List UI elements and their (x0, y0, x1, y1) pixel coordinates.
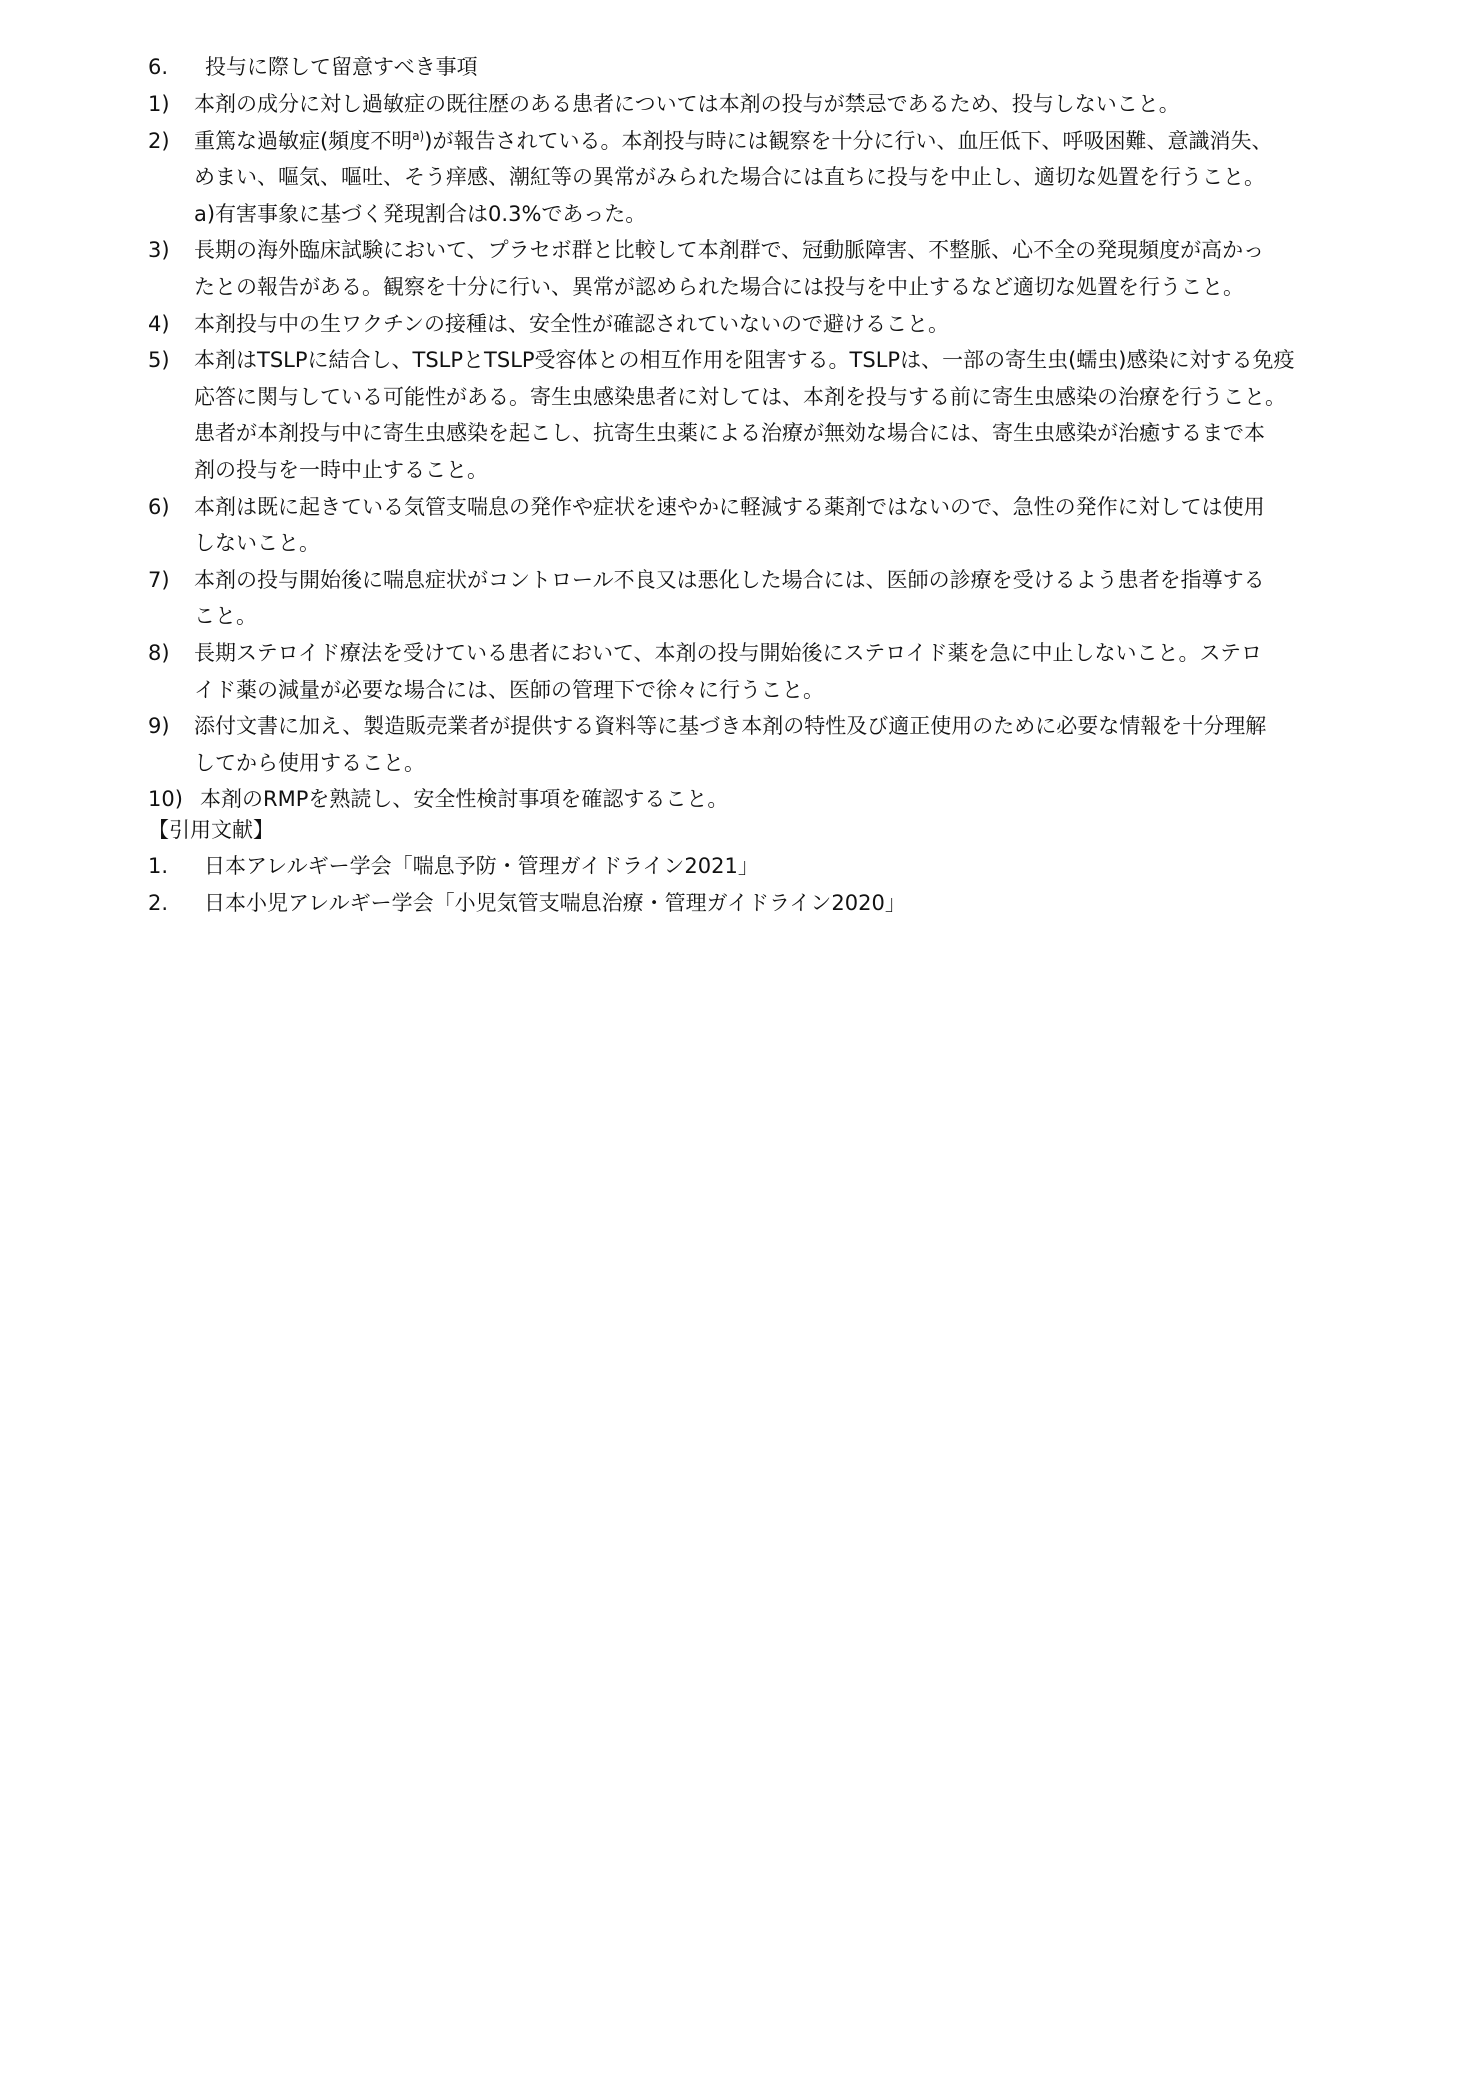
precaution-item-8 (148, 635, 1328, 708)
precaution-item-3 (148, 232, 1328, 305)
item-number: 6) (148, 494, 170, 519)
item-text: イド薬の減量が必要な場合には、医師の管理下で徐々に行うこと。 (194, 677, 824, 702)
item-number: 7) (148, 567, 170, 592)
item-text: 長期の海外臨床試験において、プラセボ群と比較して本剤群で、冠動脈障害、不整脈、心不全の発現頻度が高かっ (194, 238, 1265, 263)
item-text-part: )が報告されている。本剤投与時には観察を十分に行い、血圧低下、呼吸困難、意識消失、 (424, 128, 1273, 153)
reference-number: 2. (148, 890, 169, 915)
item-text: 長期ステロイド療法を受けている患者において、本剤の投与開始後にステロイド薬を急に中止しないこと。ステロ (194, 640, 1263, 665)
item-text: 本剤投与中の生ワクチンの接種は、安全性が確認されていないので避けること。 (194, 311, 949, 336)
item-number: 4) (148, 311, 170, 336)
item-text: 剤の投与を一時中止すること。 (194, 457, 488, 482)
reference-item (148, 848, 906, 885)
precaution-item-4 (148, 306, 1328, 343)
item-number: 1) (148, 92, 170, 116)
precaution-item-9 (148, 708, 1328, 781)
precaution-item-1 (148, 86, 1328, 123)
reference-item (148, 885, 906, 922)
item-text: 添付文書に加え、製造販売業者が提供する資料等に基づき本剤の特性及び適正使用のために必要な情報を十分理解 (194, 714, 1267, 739)
section-title: 投与に際して留意すべき事項 (205, 55, 478, 79)
precaution-list (148, 86, 1328, 818)
reference-text: 日本アレルギー学会「喘息予防・管理ガイドライン2021」 (204, 854, 759, 878)
item-text: 本剤は既に起きている気管支喘息の発作や症状を速やかに軽減する薬剤ではないので、急性の発作に対しては使用 (194, 494, 1265, 519)
precaution-item-2 (148, 123, 1328, 233)
item-text: めまい、嘔気、嘔吐、そう痒感、潮紅等の異常がみられた場合には直ちに投与を中止し、適切な処置を行うこと。 (194, 165, 1265, 190)
footnote-text: a)有害事象に基づく発現割合は0.3%であった。 (194, 201, 647, 226)
section-heading (148, 50, 478, 84)
precaution-item-5 (148, 342, 1328, 488)
item-text: こと。 (194, 604, 257, 629)
item-number: 8) (148, 640, 170, 665)
item-text: 患者が本剤投与中に寄生虫感染を起こし、抗寄生虫薬による治療が無効な場合には、寄生虫感染が治癒するまで本 (194, 421, 1265, 446)
item-text: 本剤の投与開始後に喘息症状がコントロール不良又は悪化した場合には、医師の診療を受けるよう患者を指導する (194, 567, 1265, 592)
item-text: 本剤はTSLPに結合し、TSLPとTSLP受容体との相互作用を阻害する。TSLPは、一部の寄生虫(蠕虫)感染に対する免疫 (194, 348, 1295, 373)
item-text: しないこと。 (194, 531, 320, 556)
precaution-item-7 (148, 562, 1328, 635)
item-text: 本剤の成分に対し過敏症の既往歴のある患者については本剤の投与が禁忌であるため、投与しないこと。 (194, 92, 1180, 116)
section-number: 6. (148, 55, 169, 79)
references-heading: 【引用文献】 (148, 818, 274, 842)
item-number: 5) (148, 348, 170, 373)
item-text: してから使用すること。 (194, 750, 425, 775)
item-text: 本剤のRMPを熟読し、安全性検討事項を確認すること。 (200, 787, 729, 812)
item-text (194, 123, 1328, 160)
precaution-item-6 (148, 489, 1328, 562)
reference-text: 日本小児アレルギー学会「小児気管支喘息治療・管理ガイドライン2020」 (204, 890, 906, 915)
item-number: 10) (148, 787, 183, 812)
item-text-part: 重篤な過敏症(頻度不明 (194, 128, 413, 153)
precaution-item-10 (148, 781, 1328, 818)
references-list (148, 848, 906, 921)
item-number: 2) (148, 128, 170, 153)
reference-number: 1. (148, 854, 169, 878)
item-text: 応答に関与している可能性がある。寄生虫感染患者に対しては、本剤を投与する前に寄生虫感染の治療を行うこと。 (194, 384, 1286, 409)
footnote-marker: a) (412, 128, 425, 143)
item-number: 9) (148, 714, 170, 739)
item-number: 3) (148, 238, 170, 263)
item-text: たとの報告がある。観察を十分に行い、異常が認められた場合には投与を中止するなど適切な処置を行うこと。 (194, 274, 1244, 299)
